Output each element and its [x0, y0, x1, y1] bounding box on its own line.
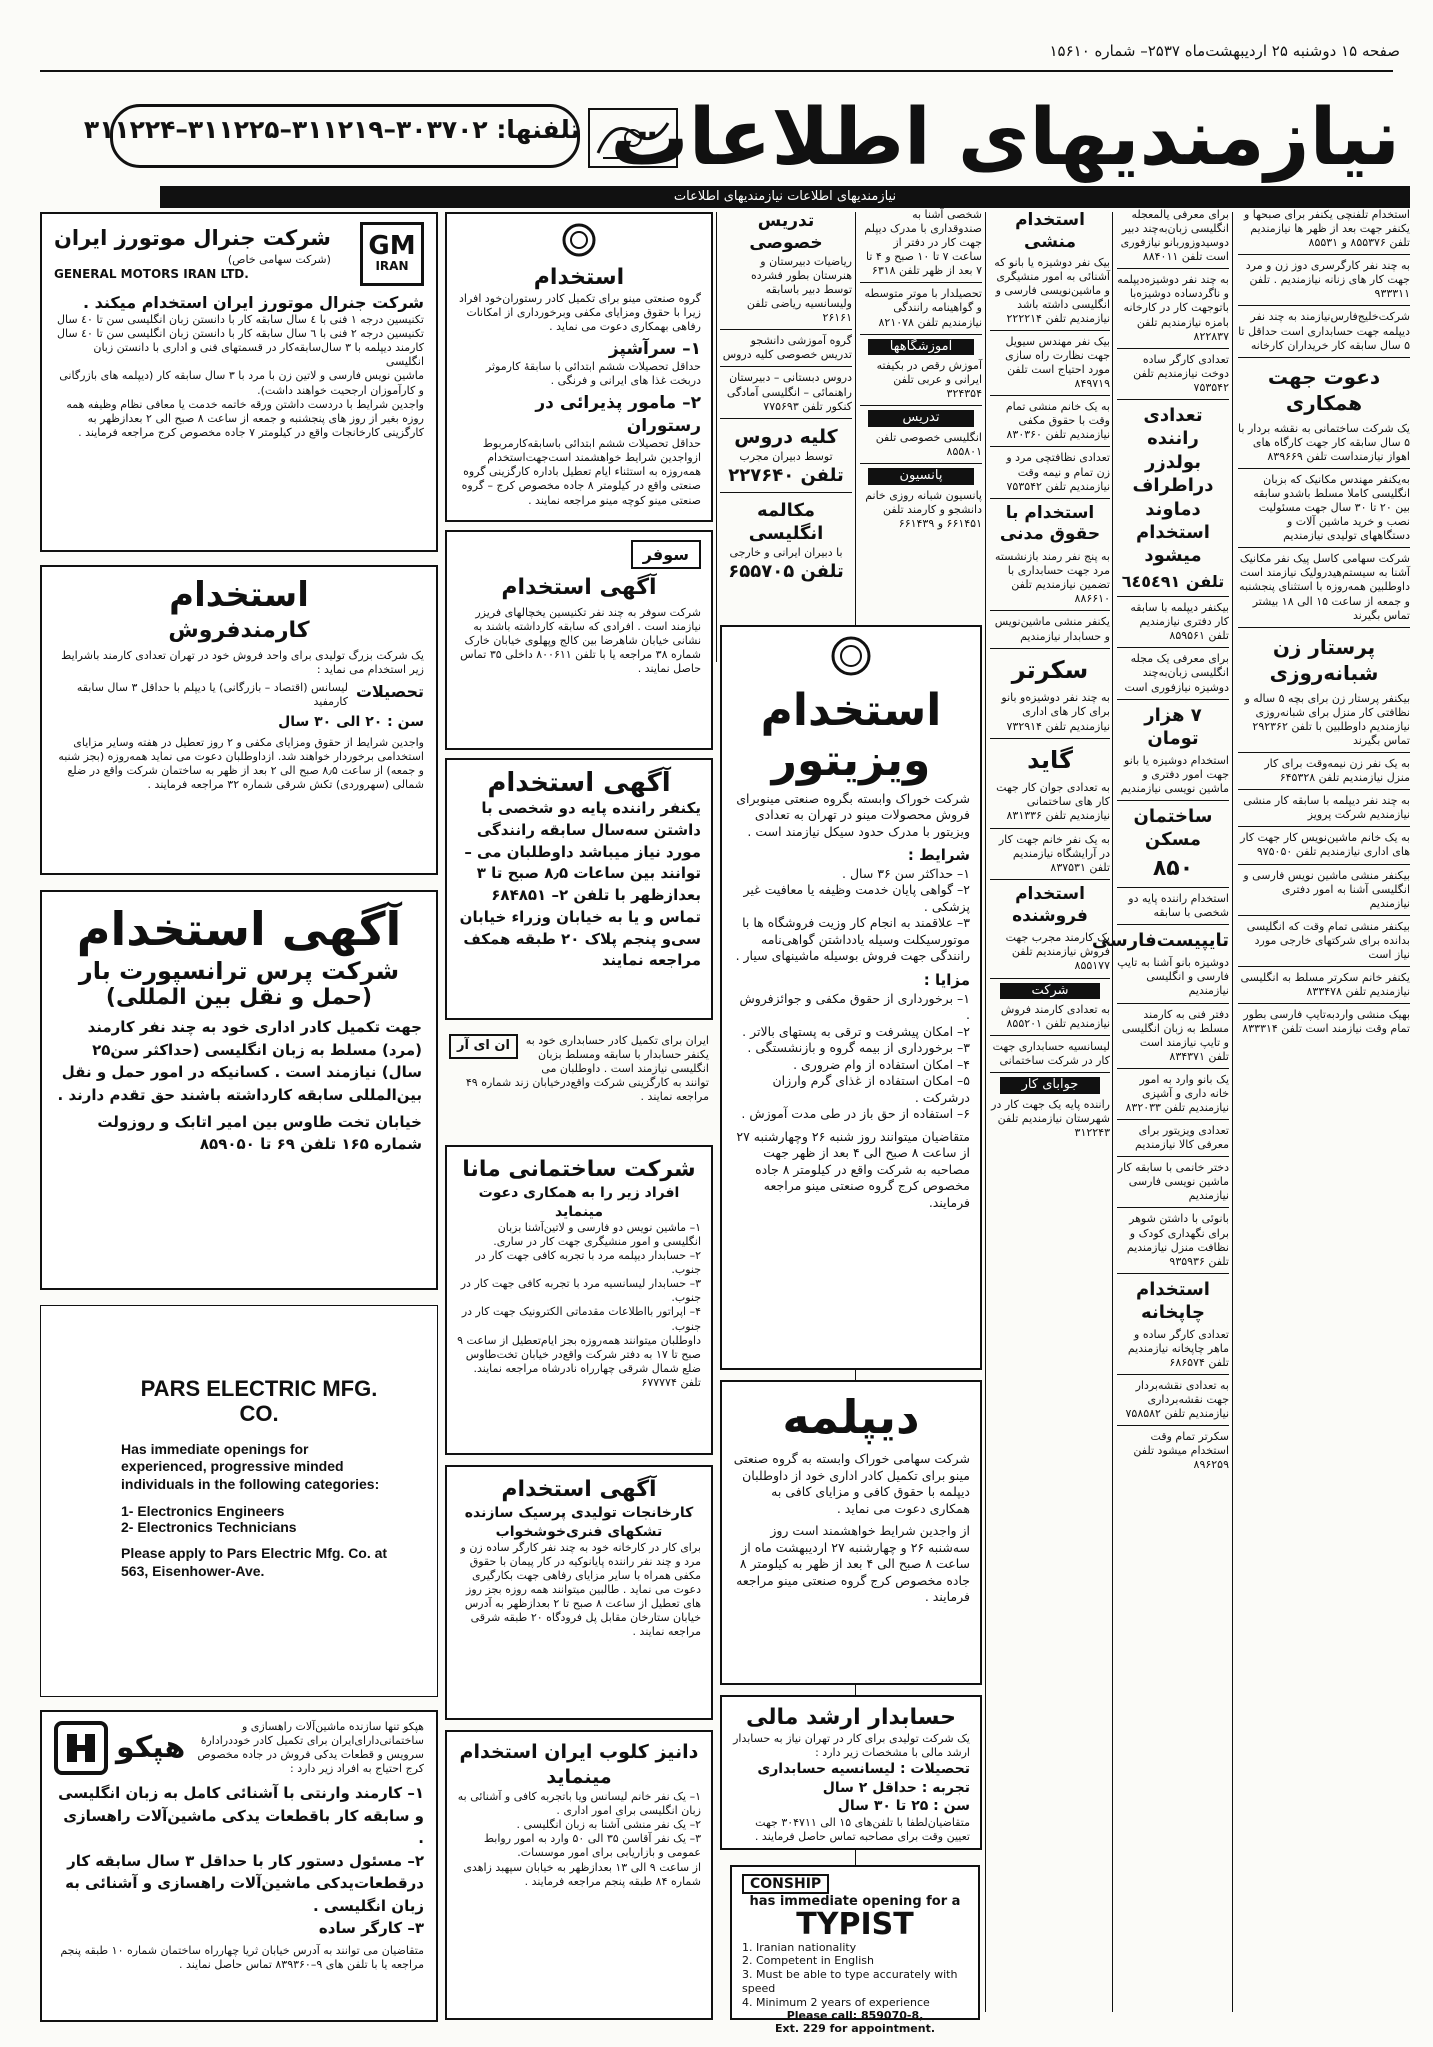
- classified-ad: بهیک منشی واردبه‌تایپ فارسی بطور تمام وقت نیازمند است تلفن ۸۳۳۳۱۴: [1242, 1008, 1410, 1036]
- ad-diploma: [720, 1380, 982, 1685]
- classified-ad: به یک نفر زن نیمه‌وقت برای کار منزل نیازمندیم تلفن ۶۴۵۳۲۸: [1264, 757, 1410, 785]
- accountant-footer: متقاضیان‌لطفا با تلفن‌های ۱۵ الی ۳۰۴۷۱۱ جهت تعیین وقت برای مصاحبه تماس حاصل فرمایند .: [754, 1815, 970, 1843]
- sales-footer: واجدین شرایط از حقوق ومزایای مکفی و ۲ روز تعطیل در هفته وسایر مزایای استخدامی برخوردار خواهند شد. ازداوطلبان دعوت می نماید همه‌روزه (بجز شنبه و جمعه) از ساعت ۸٫۵ صبح الی ۲ بعد از ظهر به ساختمان شرکت واقع در ضلع شمالی (سهروردی) تکش شرقی شماره ۳۲ مراجعه فرمایند .: [58, 735, 424, 791]
- classified-ad: یکنفر خانم سکرتر مسلط به انگلیسی نیازمندیم تلفن ۸۳۳۴۷۸: [1240, 970, 1410, 999]
- classified-heading: ۸۵۰: [1152, 855, 1194, 881]
- classified-ad: بیک نفر مهندس سیویل جهت نظارت راه سازی مورد احتیاج است تلفن ۸۴۹۷۱۹: [1005, 334, 1110, 391]
- list-item: ۴– امکان استفاده از وام ضروری .: [793, 1056, 970, 1072]
- mokaleme-title: مکالمه انگلیسی: [748, 499, 824, 545]
- visitor-cond-title: شرایط :: [907, 846, 970, 865]
- list-item: ۳– کارگر ساده: [318, 1919, 424, 1938]
- list-item: ۱– برخورداری از حقوق مکفی و جوائزفروش .: [739, 990, 970, 1023]
- classifieds-col3: [990, 208, 1110, 2008]
- header-rule-top: [40, 70, 1393, 72]
- pars-electric-apply: Please apply to Pars Electric Mfg. Co. at 563, Eisenhower-Ave.: [121, 1545, 388, 1579]
- gm-logo-text: GM: [368, 231, 416, 262]
- minoo-seal-icon: [561, 222, 597, 258]
- classified-ad: استخدام راننده پایه دو شخصی با سابقه: [1128, 892, 1229, 920]
- accountant-body: یک شرکت تولیدی برای کار در تهران نیاز به حسابدار ارشد مالی با مشخصات زیر دارد :: [733, 1732, 970, 1760]
- classified-heading: تعدادی راننده بولدزر دراطراف دماوند استخدام میشود: [1132, 404, 1214, 567]
- sover-body: شرکت سوفر به چند نفر تکنیسین یخچالهای فریزر نیازمند است . افرادی که سابقه کارداشته باشند به نشانی خیابان شاهرضا بین کالج وپهلوی خیابان خارک شماره ۳۸ مراجعه یا با تلفن ۸۰۰۶۱۱ داخلی ۳۵ تماس حاصل نمایند .: [460, 606, 701, 676]
- restaurant-item: حداقل تحصیلات ششم ابتدائی باسابقه‌کارمربوط: [482, 437, 701, 451]
- pars-electric-title: PARS ELECTRIC MFG. CO.: [140, 1376, 378, 1427]
- mana-footer: داوطلبان میتوانند همه‌روزه بجز ایام‌تعطیل از ساعت ۹ صبح تا ۱۷ به دفتر شرکت واقع‌در خیابان تخت‌طاوس ضلع شمال شرقی چهارراه نادرشاه مراجعه نمایند. تلفن ۶۷۷۷۷۴: [457, 1333, 701, 1389]
- classified-ad: شرکت‌خلیج‌فارس‌نیازمند به چند نفر دیپلمه جهت حسابداری است حداقل تا ۵ سال سابقه کار خریداران کارخانه: [1238, 310, 1410, 352]
- classified-ad: تحصیلدار با موتر متوسطه و گواهینامه رانندگی نیازمندیم تلفن ۸۲۱۰۷۸: [864, 287, 982, 329]
- classified-ad: بیکنفر پرستار زن برای بچه ۵ ساله و نظافتی کار منزل برای شبانه‌روزی نیازمندیم داوطلبین با تلفن ۲۹۲۳۶۲ تماس بگیرند: [1244, 691, 1410, 747]
- sales-title: استخدام: [169, 575, 309, 615]
- section-tab: آموزشگاهها: [868, 339, 974, 356]
- heco-items: [54, 1782, 424, 1940]
- classified-ad: به پنج نفر رمند بازنشسته مرد جهت حسابداری با تضمین نیازمندیم تلفن ۸۸۶۶۱۰: [994, 550, 1110, 606]
- teaching-body: ریاضیات دبیرستان و هنرستان بطور فشرده توسط دبیر باسابقه ولیسانسیه ریاضی تلفن ۲۶۱۶۱: [746, 254, 852, 325]
- persik-company: کارخانجات تولیدی پرسیک سازنده تشکهای فنری‌خوشخواب: [464, 1505, 694, 1540]
- masthead-title: نیازمندیهای اطلاعات: [610, 93, 1400, 183]
- classified-ad: به‌یکنفر مهندس مکانیک که بزبان انگلیسی کاملا مسلط باشدو سابقه بین ۲۰ تا ۳۰ سال جهت مسئولیت نصب و خرید ماشین آلات و دستگاههای تولیدی نیازمندیم: [1253, 472, 1410, 543]
- visitor-benefits: [732, 991, 970, 1123]
- list-item: ۳– یک نفر آقاسن ۳۵ الی ۵۰ وارد به امور روابط عمومی و بازاریابی برای امور موسسات.: [483, 1832, 701, 1860]
- classified-ad: برای معرفی یک مجله انگلیسی زبان‌به‌چند دوشیزه نیازفوری است: [1124, 652, 1229, 694]
- sales-edu-label: تحصیلات: [355, 681, 424, 701]
- heco-intro: هپکو تنها سازنده ماشین‌آلات راهسازی و ساختمانی‌دارای‌ایران برای تکمیل کادر خوددرادارهٔ سرویس و قطعات یدکی فروش در جاده مخصوص کرج احتیاج به افراد زیر دارد :: [197, 1720, 424, 1776]
- list-item: 2- Electronics Technicians: [121, 1519, 297, 1536]
- visitor-conditions: [732, 866, 970, 965]
- restaurant-item: حداقل تحصیلات ششم ابتدائی با سابقهٔ کارموثر دربخت غذا های ایرانی و فرنگی .: [485, 360, 701, 388]
- section-tab: پانسیون: [868, 468, 974, 485]
- driver-title: آگهی استخدام: [487, 768, 671, 798]
- ad-sales-clerk: [40, 565, 438, 875]
- list-item: 1- Electronics Engineers: [121, 1503, 285, 1520]
- classified-ad: بیکنفر دیپلمه با سابقه کار دفتری نیازمندیم تلفن ۸۵۹۵۶۱: [1130, 601, 1229, 643]
- danizh-items: [457, 1790, 701, 1860]
- sales-edu-value: لیسانس (اقتصاد – بازرگانی) یا دیپلم با حداقل ۳ سال سابقه کارمفید: [76, 680, 348, 709]
- classified-heading: ساختمان مسکن: [1133, 805, 1213, 850]
- classified-ad: بیکنفر منشی تمام وقت که انگلیسی بدانده برای شرکتهای خارجی مورد نیاز است: [1246, 919, 1410, 961]
- pars-transport-sub: (حمل و نقل بین المللی): [105, 985, 373, 1011]
- gm-company-en: GENERAL MOTORS IRAN LTD.: [54, 266, 249, 281]
- classified-ad: دروس دبستانی – دبیرستان راهنمائی – انگلیسی آمادگی کنکور تلفن ۷۷۵۶۹۳: [726, 371, 852, 413]
- restaurant-item: ۱– سرآشپز: [608, 338, 701, 359]
- ad-visitor: [720, 625, 982, 1370]
- classified-ad: به چند نفر دوشیزه‌و بانو برای کار های اداری نیازمندیم تلفن ۷۳۲۹۱۴: [1001, 691, 1110, 733]
- sales-age: سن : ۲۰ الی ۳۰ سال: [278, 714, 424, 731]
- classified-ad: بانوئی با داشتن شوهر برای نگهداری کودک و نظافت منزل نیازمندیم تلفن ۹۳۵۹۳۶: [1126, 1212, 1229, 1268]
- classified-heading: دعوت جهت همکاری: [1267, 364, 1381, 415]
- classified-ad: دفتر فنی به کارمند مسلط به زبان انگلیسی و تایپ نیازمند است تلفن ۸۳۴۳۷۱: [1121, 1007, 1229, 1063]
- persik-title: آگهی استخدام: [501, 1477, 657, 1502]
- conship-requirements: [742, 1941, 968, 2010]
- kelise-title: کلیه دروس: [734, 425, 838, 448]
- ad-accountant: [720, 1695, 982, 1850]
- classified-ad: تعدادی کارگر ساده و ماهر چاپخانه نیازمندیم تلفن ۶۸۶۵۷۴: [1127, 1327, 1229, 1370]
- list-item: 1. Iranian nationality: [742, 1940, 857, 1954]
- ad-gm-iran: [40, 212, 438, 552]
- classified-ad: یک شرکت ساختمانی به نقشه بردار با ۵ سال سابقه کار جهت کارگاه های اهواز نیازمنداست تلفن ۸۳۹۶۶۹: [1238, 421, 1410, 463]
- conship-title: TYPIST: [796, 1907, 914, 1942]
- list-item: ۵– امکان استفاده از غذای گرم وارزان درشرکت .: [772, 1073, 970, 1105]
- classified-ad: یک بانو وارد به امور خانه داری و آشپزی نیازمندیم تلفن ۸۳۲۰۳۳: [1125, 1072, 1229, 1115]
- ad-nia: [445, 1030, 713, 1140]
- ad-danizh: [445, 1730, 713, 2020]
- list-item: تکنیسین درجه ۱ فنی با ٤ سال سابقه کار با دانستن زبان انگلیسی سن تا ٤٠ سال: [57, 313, 424, 327]
- gm-company-fa: شرکت جنرال موتورز ایران: [54, 226, 331, 251]
- ad-pars-electric: [40, 1305, 438, 1697]
- accountant-title: حسابدار ارشد مالی: [746, 1705, 956, 1730]
- classified-heading: استخدام فروشنده: [1012, 883, 1088, 926]
- classified-ad: گروه آموزشی دانشجو تدریس خصوصی کلیه دروس: [722, 334, 852, 362]
- classified-heading: استخدام منشی: [1015, 210, 1085, 252]
- classified-ad: به تعدادی کارمند فروش نیازمندیم تلفن ۸۵۵۲۰۱: [1000, 1003, 1110, 1031]
- diploma-body: شرکت سهامی خوراک وابسته به گروه صنعتی مینو برای تکمیل کادر اداری خود از داوطلبان دیپلمه با حقوق کافی و مزایای کافی به همکاری دعوت می نماید .: [733, 1451, 970, 1516]
- column-rule: [716, 212, 717, 662]
- kelise-sub: توسط دبیران مجرب: [739, 449, 833, 463]
- header-phones: تلفنها: ۳۰۳۷۰۲–۳۱۱۲۱۹–۳۱۱۲۲۵–۳۱۱۲۲۴: [83, 115, 580, 144]
- danizh-footer: از ساعت ۹ الی ۱۳ بعدازظهر به خیابان سپهبد زاهدی شماره ۸۴ طبقه پنجم مراجعه فرمایند .: [463, 1860, 701, 1888]
- classified-phone: تلفن ٦٤٥٤٩١: [1121, 571, 1225, 591]
- pars-transport-address: خیابان تخت طاوس بین امیر اتابک و روزولت شماره ۱۶۵ تلفن ۶۹ تا ۸۵۹۰۵۰: [97, 1113, 422, 1153]
- list-item: کارمند دیپلمه با ۳ سال‌سابقه‌کار در قسمتهای فنی و اداری با دانستن زبان انگلیسی: [93, 341, 424, 369]
- header-strip: نیازمندیهای اطلاعات نیازمندیهای اطلاعات: [160, 186, 1410, 208]
- driver-body: یکنفر راننده پایه دو شخصی با داشتن سه‌سال سابقه رانندگی مورد نیاز میباشد داوطلبان می – توانند بین ساعات ۸٫۵ صبح تا ۳ بعدازظهر با تلفن ۲– ۶۸۴۸۵۱ تماس و یا به خیابان وزراء خیابان سی‌و پنجم پلاک ۲۰ طبقه همکف مراجعه نمایند: [459, 799, 701, 970]
- visitor-benefit-title: مزایا :: [923, 970, 970, 989]
- classified-ad: شخصی آشنا به صندوقداری با مدرک دیپلم جهت کار در دفتر از ساعت ۷ تا ۱۰ صبح و ۴ تا ۷ بعد از ظهر تلفن ۶۳۱۸: [864, 208, 982, 278]
- gm-company-sub: (شرکت سهامی خاص): [227, 252, 331, 266]
- sales-subtitle: کارمندفروش: [168, 617, 310, 643]
- section-tab: تدریس: [868, 410, 974, 427]
- list-item: ۳– برخورداری از بیمه گروه و بازنشستگی .: [747, 1040, 970, 1056]
- list-item: تکنیسین درجه ۲ فنی با ٦ سال سابقه کار با دانستن زبان انگلیسی سن تا ٤٠ سال: [57, 327, 424, 341]
- list-item: ۱– کارمند وارنتی با آشنائی کامل به زبان انگلیسی و سابقه کار باقطعات یدکی ماشین‌آلات راهسازی .: [58, 1784, 424, 1848]
- diploma-footer: از واجدین شرایط خواهشمند است روز سه‌شنبه ۲۶ و چهارشنبه ۲۷ اردیبهشت ماه از ساعت ۸ صبح الی ۴ بعد از ظهر به کیلومتر ۸ جاده مخصوص کرج گروه صنعتی مینو مراجعه فرمایند .: [736, 1523, 970, 1605]
- classified-ad: شرکت سهامی کاسل پیک نفر مکانیک آشنا به سیستم‌هیدرولیک نیازمند است داوطلبین همه‌روزه با استثنای پنجشنبه و جمعه از ساعت ۱۵ الی ۱۸ بیشتر تماس بگیرند: [1239, 552, 1410, 622]
- restaurant-title: استخدام: [533, 264, 625, 290]
- classified-heading: سکرتر: [1011, 655, 1089, 684]
- restaurant-body: گروه صنعتی مینو برای تکمیل کادر رستوران‌خود افراد زیرا با حقوق ومزایای مکفی وبرخورداری از امکانات رفاهی بهمکاری دعوت می نماید .: [459, 291, 701, 333]
- minoo-seal-icon: [830, 635, 872, 677]
- classified-ad: به چند نفر دیپلمه با سابقه کار منشی نیازمندیم شرکت پرویز: [1243, 794, 1410, 822]
- pars-transport-title: آگهی استخدام: [76, 902, 402, 956]
- list-item: ۶– استفاده از حق باز در طی مدت آموزش .: [741, 1106, 970, 1122]
- persik-body: برای کار در کارخانه خود به چند نفر کارگر ساده زن و مرد و چند نفر راننده پایانوکیه در کار پیمان با حقوق مکفی همراه با سایر مزایای رفاهی جهت بکارگیری دعوت می نماید . طالبین میتوانند همه روزه بجز روز های تعطیل از ساعت ۸ صبح تا ۲ بعدازظهر به آدرس خیابان ستارخان مقابل پل فرودگاه ۲۰ طبقه شرقی مراجعه نمایند .: [460, 1540, 701, 1639]
- classifieds-col1: [1238, 208, 1410, 2008]
- nia-logo: ان ای آر: [449, 1034, 518, 1059]
- restaurant-footer: ازواجدین شرایط خواهشمند است‌جهت‌استخدام همه‌روزه به استثناء ایام تعطیل باداره کارگزینی گروه صنعتی واقع در کیلومتر ۸ جاده مخصوص کرج – گروه صنعتی مینو کوچه مینو مراجعه نمایند .: [461, 451, 701, 507]
- classified-ad: به تعدادی جوان کار جهت کار های ساختمانی نیازمندیم تلفن ۸۳۱۳۳۶: [996, 781, 1110, 823]
- list-item: ۲– مسئول دستور کار با حداقل ۳ سال سابقه کار درقطعات‌یدکی ماشین‌آلات راهسازی و آشنائی به زبان انگلیسی .: [65, 1851, 424, 1915]
- list-item: واجدین شرایط با دردست داشتن ورقه خاتمه خدمت یا معافی نظام وظیفه همه روزه بغیر از روز های پنجشنبه و جمعه از ساعت ۸ صبح الی ۲ بعدازظهر به کارگزینی کارخانجات واقع در کیلومتر ۷ جاده مخصوص کرج مراجعه فرمایند .: [66, 397, 424, 439]
- heco-logo-icon: [54, 1721, 108, 1775]
- classified-ad: به یک نفر خانم جهت کار در آرایشگاه نیازمندیم تلفن ۸۳۷۵۳۱: [998, 832, 1110, 874]
- classified-ad: استخدام دوشیزه یا بانو جهت امور دفتری و ماشین نویسی نیازمندیم: [1120, 753, 1229, 795]
- classified-heading: استخدام چاپخانه: [1136, 1278, 1210, 1323]
- list-item: ۱– یک نفر خانم لیسانس ویا باتجربه کافی و آشنائی به زبان انگلیسی برای امور اداری .: [457, 1790, 701, 1818]
- phones-frame: [83, 104, 580, 168]
- conship-line1: has immediate opening for a: [749, 1894, 961, 1909]
- classified-ad: برای معرفی یالمعجله انگلیسی زبان‌به‌چند دبیر دوسیدوزوربانو نیازفوری است تلفن ۸۸۴۰۱۱: [1120, 208, 1229, 264]
- gm-items: [54, 313, 424, 440]
- restaurant-item: ۲– مامور پذیرائی در رستوران: [535, 393, 701, 436]
- sover-logo: سوفر: [631, 540, 701, 569]
- classified-ad: به چند نفر کارگرسری دوز زن و مرد جهت کار های زنانه نیازمندیم . تلفن ۹۳۳۳۱۱: [1245, 259, 1410, 301]
- conship-call: Please call: 859070-8,: [786, 2009, 924, 2023]
- classified-ad: تعدادی کارگر ساده دوخت نیازمندیم تلفن ۷۵۳۵۴۲: [1133, 352, 1229, 394]
- list-item: ۳– علاقمند به انجام کار وزیت فروشگاه ها با موتورسیکلت وسیله یادداشتن گواهی‌نامه رانندگی جهت فروش بوسیله ماشینهای سیار .: [735, 915, 970, 964]
- list-item: ۲– گواهی پایان خدمت وظیفه یا معافیت غیر پزشکی .: [743, 882, 970, 914]
- list-item: ماشین نویس فارسی و لاتین زن با مرد با ۳ سال سابقه کار (دیپلمه های بازرگانی و کارآموزان ارجحیت خواهند داشت).: [59, 369, 424, 397]
- list-item: 2. Competent in English: [742, 1954, 874, 1968]
- ad-minoo-restaurant: [445, 212, 713, 522]
- classified-ad: دختر خانمی با سابقه کار ماشین نویسی فارسی نیازمندیم: [1117, 1161, 1229, 1203]
- gm-logo-country: IRAN: [375, 259, 409, 274]
- ad-heco: [40, 1710, 438, 2022]
- classified-ad: بیک نفر دوشیزه یا بانو که آشنائی به امور منشیگری و ماشین‌نویسی فارسی و انگلیسی داشته باشد نیازمندیم تلفن ۲۲۲۲۱۴: [994, 255, 1110, 325]
- pars-electric-body: Has immediate openings for experienced, progressive minded individuals in the following categories:: [121, 1440, 380, 1492]
- classified-ad: به یک خانم منشی تمام وقت با حقوق مکفی نیازمندیم تلفن ۸۳۰۳۶۰: [1005, 400, 1110, 442]
- heco-brand: هپکو: [116, 1730, 186, 1766]
- visitor-footer: متقاضیان میتوانند روز شنبه ۲۶ وچهارشنبه ۲۷ از ساعت ۸ صبح الی ۴ بعد از ظهر جهت مصاحبه به شرکت واقع در کیلومتر ۸ جاده مخصوص کرج گروه صنعتی مینو مراجعه فرمایند.: [736, 1128, 970, 1210]
- masthead: [610, 88, 1400, 188]
- section-tab: جوابای کار: [1000, 1077, 1100, 1094]
- pars-transport-company: شرکت پرس ترانسپورت بار: [78, 957, 400, 986]
- mokaleme-phone: تلفن ۶۵۵۷۰۵: [728, 561, 844, 583]
- classified-ad: استخدام تلفنچی یکنفر برای صبحها و یکنفر جهت بعد از ظهر ها نیازمندیم تلفن ۸۵۵۳۷۶ و ۸۵۵۳۱: [1243, 208, 1410, 250]
- sales-body: یک شرکت بزرگ تولیدی برای واحد فروش خود در تهران تعدادی کارمند باشرایط زیر استخدام می نماید :: [61, 648, 424, 676]
- mana-title: شرکت ساختمانی مانا: [462, 1157, 696, 1182]
- section-tab: شرکت: [1000, 983, 1100, 1000]
- diploma-title: دیپلمه: [782, 1390, 920, 1444]
- pars-electric-items: [121, 1503, 397, 1535]
- classified-ad: انگلیسی خصوصی تلفن ۸۵۵۸۰۱: [875, 431, 982, 459]
- sover-title: آگهی استخدام: [501, 575, 657, 601]
- teaching-title: تدریس خصوصی: [749, 211, 823, 254]
- accountant-edu: تحصیلات : لیسانسیه حسابداری: [757, 1761, 970, 1778]
- classified-ad: به تعدادی نقشه‌بردار جهت نقشه‌برداری نیازمندیم تلفن ۷۵۸۵۸۲: [1125, 1379, 1229, 1421]
- danizh-title: دانیز کلوب ایران استخدام مینماید: [459, 1741, 699, 1789]
- classified-ad: یک کارمند مجرب جهت فروش نیازمندیم تلفن ۸۵۵۱۷۷: [1005, 931, 1110, 973]
- gm-logo-icon: [360, 222, 424, 286]
- classified-ad: به چند نفر دوشیزه‌دیپلمه و ناگردساده دوشیزه‌با باتوجهت کار در کارخانه بامزه نیازمندیم تلفن ۸۲۲۸۳۷: [1117, 273, 1229, 343]
- kelise-phone: تلفن ۲۲۷۶۴۰: [728, 464, 844, 486]
- classified-heading: پرستار زن شبانه‌روزی: [1269, 634, 1379, 685]
- gm-headline: شرکت جنرال موتورز ایران استخدام میکند .: [82, 293, 424, 312]
- classified-ad: آموزش رقص در بکیفته ایرانی و عربی تلفن ۳۲۴۳۵۴: [876, 359, 982, 401]
- pars-transport-body: جهت تکمیل کادر اداری خود به چند نفر کارمند (مرد) مسلط به زبان انگلیسی (حداکثر سن۲۵ سال) نیازمند است . کسانیکه در امور حمل و نقل بین‌المللی سابقه کارداشته باشند حق تقدم دارند .: [57, 1018, 422, 1104]
- list-item: ۴– اپراتور بااطلاعات مقدماتی الکترونیک جهت کار در جنوب.: [461, 1305, 701, 1333]
- heco-footer: متقاضیان می توانند به آدرس خیابان ثریا چهارراه ساختمان شماره ۱۰ طبقه پنجم مراجعه یا با تلفن های ۹–۸۳۹۳۶۰ تماس حاصل نمایند .: [60, 1943, 424, 1971]
- ad-persik: [445, 1465, 713, 1720]
- classified-ad: بیکنفر منشی ماشین نویس فارسی و انگلیسی آشنا به امور دفتری نیازمندیم: [1243, 868, 1410, 910]
- list-item: ۲– حسابدار دیپلمه مرد با تجربه کافی جهت کار در جنوب.: [475, 1249, 701, 1277]
- ettelaat-logo-icon: [588, 108, 678, 168]
- list-item: ۲– امکان پیشرفت و ترقی به پستهای بالاتر .: [742, 1023, 970, 1039]
- ad-pars-transport: [40, 890, 438, 1290]
- visitor-title: استخدام ویزیتور: [760, 684, 942, 787]
- ad-sover: [445, 530, 713, 750]
- classified-ad: دوشیزه بانو آشنا به تایپ فارسی و انگلیسی نیازمندیم: [1117, 956, 1229, 998]
- nia-body: ایران برای تکمیل کادر حسابداری خود به یکنفر حسابدار با سابقه ومسلط بزبان انگلیسی نیازمند است . داوطلبان می توانند به کارگزینی شرکت واقع‌درخیابان زند شماره ۴۹ مراجعه نمایند .: [465, 1034, 709, 1104]
- list-item: ۱– حداکثر سن ۳۶ سال .: [842, 865, 970, 881]
- list-item: 4. Minimum 2 years of experience: [742, 1995, 930, 2009]
- accountant-exp: تجربه : حداقل ۲ سال: [822, 1779, 970, 1796]
- classified-ad: یکنفر منشی ماشین‌نویس و حسابدار نیازمندیم: [994, 615, 1110, 643]
- classified-heading: ۷ هزار تومان: [1144, 704, 1202, 749]
- classified-ad: تعدادی نظافتچی مرد و زن تمام و نیمه وقت نیازمندیم تلفن ۷۵۳۵۴۲: [1006, 451, 1110, 493]
- column-rule: [985, 212, 986, 2012]
- classified-heading: استخدام با حقوق مدنی: [999, 502, 1101, 545]
- conship-ext: Ext. 229 for appointment.: [774, 2022, 936, 2036]
- list-item: ۲– یک نفر منشی آشنا به زبان انگلیسی .: [516, 1818, 701, 1832]
- list-item: ۳– حسابدار لیسانسیه مرد با تجربه کافی جهت کار در جنوب.: [460, 1277, 701, 1305]
- visitor-body: شرکت خوراک وابسته بگروه صنعتی مینوبرای فروش محصولات مینو در تهران به تعدادی ویزیتور با مدرک حدود سیکل نیازمند است .: [736, 790, 970, 839]
- list-item: ۱– ماشین نویس دو فارسی و لاتین‌آشنا بزبان انگلیسی و امور منشیگری جهت کار در ساری.: [493, 1220, 701, 1249]
- mokaleme-sub: با دبیران ایرانی و خارجی: [729, 546, 843, 560]
- classified-ad: راننده پایه یک جهت کار در شهرستان نیازمندیم تلفن ۳۱۲۲۴۳: [991, 1098, 1110, 1140]
- mana-sub: افراد زیر را به همکاری دعوت مینماید: [478, 1185, 680, 1220]
- list-item: 3. Must be able to type accurately with speed: [742, 1968, 958, 1995]
- classified-ad: تعدادی ویزیتور برای معرفی کالا نیازمندیم: [1135, 1124, 1229, 1152]
- page-info: صفحه ۱۵ دوشنبه ۲۵ اردیبهشت‌ماه ۲۵۳۷– شماره ۱۵۶۱۰: [1049, 42, 1400, 60]
- column-rule: [1232, 212, 1233, 2012]
- classified-ad: پانسیون شبانه روزی خانم دانشجو و کارمند تلفن ۶۶۱۴۵۱ و ۶۶۱۴۳۹: [865, 488, 982, 531]
- classified-heading: گاید: [1027, 745, 1073, 774]
- ad-conship: [730, 1865, 980, 2036]
- column-rule: [1112, 212, 1113, 2012]
- classifieds-col2: [1091, 208, 1229, 2008]
- classified-ad: به یک خانم ماشین‌نویس کار جهت کار های اداری نیازمندیم تلفن ۹۷۵۰۵۰: [1240, 831, 1410, 859]
- accountant-age: سن : ۲۵ تا ۳۰ سال: [837, 1798, 970, 1815]
- mana-items: [457, 1221, 701, 1334]
- classified-ad: سکرتر تمام وقت استخدام میشود تلفن ۸۹۶۲۵۹: [1133, 1430, 1229, 1472]
- ad-mana: [445, 1145, 713, 1455]
- classified-heading: تایپیست‌فارسی: [1091, 930, 1229, 952]
- conship-logo: CONSHIP: [742, 1874, 829, 1894]
- ad-driver: [445, 758, 713, 1020]
- classified-ad: لیسانسیه حسابداری جهت کار در شرکت ساختمانی: [992, 1040, 1110, 1068]
